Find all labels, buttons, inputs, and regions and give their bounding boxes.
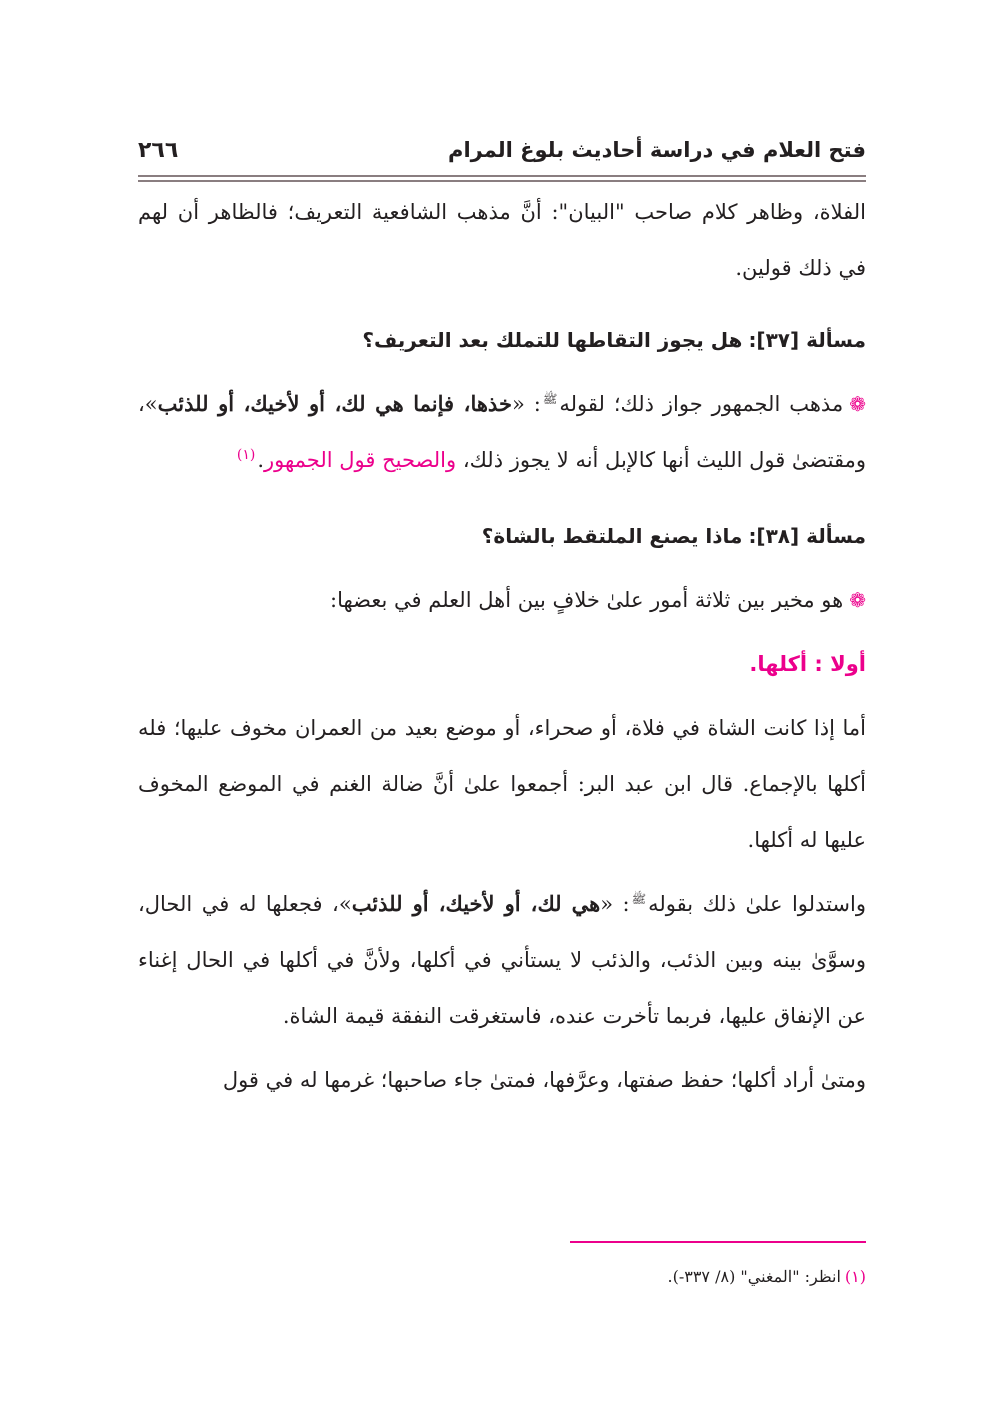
question-38-label: مسألة [٣٨]: <box>748 524 866 548</box>
page-body <box>138 184 866 1108</box>
question-37-heading <box>138 312 866 368</box>
footnote-ref-1[interactable]: (١) <box>236 447 256 463</box>
question-37-label: مسألة [٣٧]: <box>748 328 866 352</box>
paragraph-1: الفلاة، وظاهر كلام صاحب "البيان": أنَّ مذهب الشافعية التعريف؛ فالظاهر أن لهم في ذلك قولين. <box>138 200 866 280</box>
p2-middle: »، ومقتضىٰ قول الليث أنها كالإبل أنه لا يجوز ذلك، <box>138 392 866 472</box>
paragraph-6: ومتىٰ أراد أكلها؛ حفظ صفتها، وعرَّفها، فمتىٰ جاء صاحبها؛ غرمها له في قول <box>222 1068 866 1092</box>
p5-rest: »، فجعلها له في الحال، وسوَّىٰ بينه وبين الذئب، والذئب لا يستأني في أكلها، ولأنَّ في أكلها في الحال إغناء عن الإنفاق عليها، فربما تأخرت عنده، فاستغرقت النفقة قيمة الشاة. <box>138 892 866 1028</box>
header-rule-bottom <box>138 180 866 182</box>
flower-bullet-icon: ❁ <box>849 588 866 612</box>
question-38-heading <box>138 508 866 564</box>
salawat-symbol: ﷺ <box>631 892 647 906</box>
paragraph-5 <box>138 876 866 1044</box>
p3-text: هو مخير بين ثلاثة أمور علىٰ خلافٍ بين أهل العلم في بعضها: <box>330 588 844 612</box>
footnote-text: انظر: "المغني" (٨/ ٣٣٧-). <box>667 1267 841 1286</box>
p2-colon: : « <box>511 392 541 416</box>
footnote-number: (١) <box>844 1267 866 1286</box>
flower-bullet-icon: ❁ <box>849 392 866 416</box>
p5-colon: : « <box>600 892 630 916</box>
hadith-quote: هي لك، أو لأخيك، أو للذئب <box>351 891 601 916</box>
paragraph-3 <box>138 572 866 628</box>
p5-intro: واستدلوا علىٰ ذلك بقوله <box>648 892 866 916</box>
book-title: فتح العلام في دراسة أحاديث بلوغ المرام <box>448 138 866 162</box>
paragraph-4: أما إذا كانت الشاة في فلاة، أو صحراء، أو موضع بعيد من العمران مخوف عليها؛ فله أكلها بالإجماع. قال ابن عبد البر: أجمعوا علىٰ أنَّ ضالة الغنم في الموضع المخوف عليها له أكلها. <box>138 716 866 852</box>
p2-intro: مذهب الجمهور جواز ذلك؛ لقوله <box>559 392 844 416</box>
p2-end: . <box>257 448 264 472</box>
page-number: ٢٦٦ <box>138 137 179 163</box>
section-title-first: أولا : أكلها. <box>749 652 866 676</box>
footnote-separator <box>570 1241 866 1243</box>
question-37-text: هل يجوز التقاطها للتملك بعد التعريف؟ <box>362 328 743 352</box>
salawat-symbol: ﷺ <box>542 392 558 406</box>
hadith-quote: خذها، فإنما هي لك، أو لأخيك، أو للذئب <box>157 391 512 416</box>
footnote <box>138 1264 866 1290</box>
paragraph-2 <box>138 376 866 488</box>
question-38-text: ماذا يصنع الملتقط بالشاة؟ <box>481 524 743 548</box>
preferred-opinion: والصحيح قول الجمهور <box>264 448 457 472</box>
running-header <box>138 128 866 172</box>
header-rule-top <box>138 175 866 177</box>
